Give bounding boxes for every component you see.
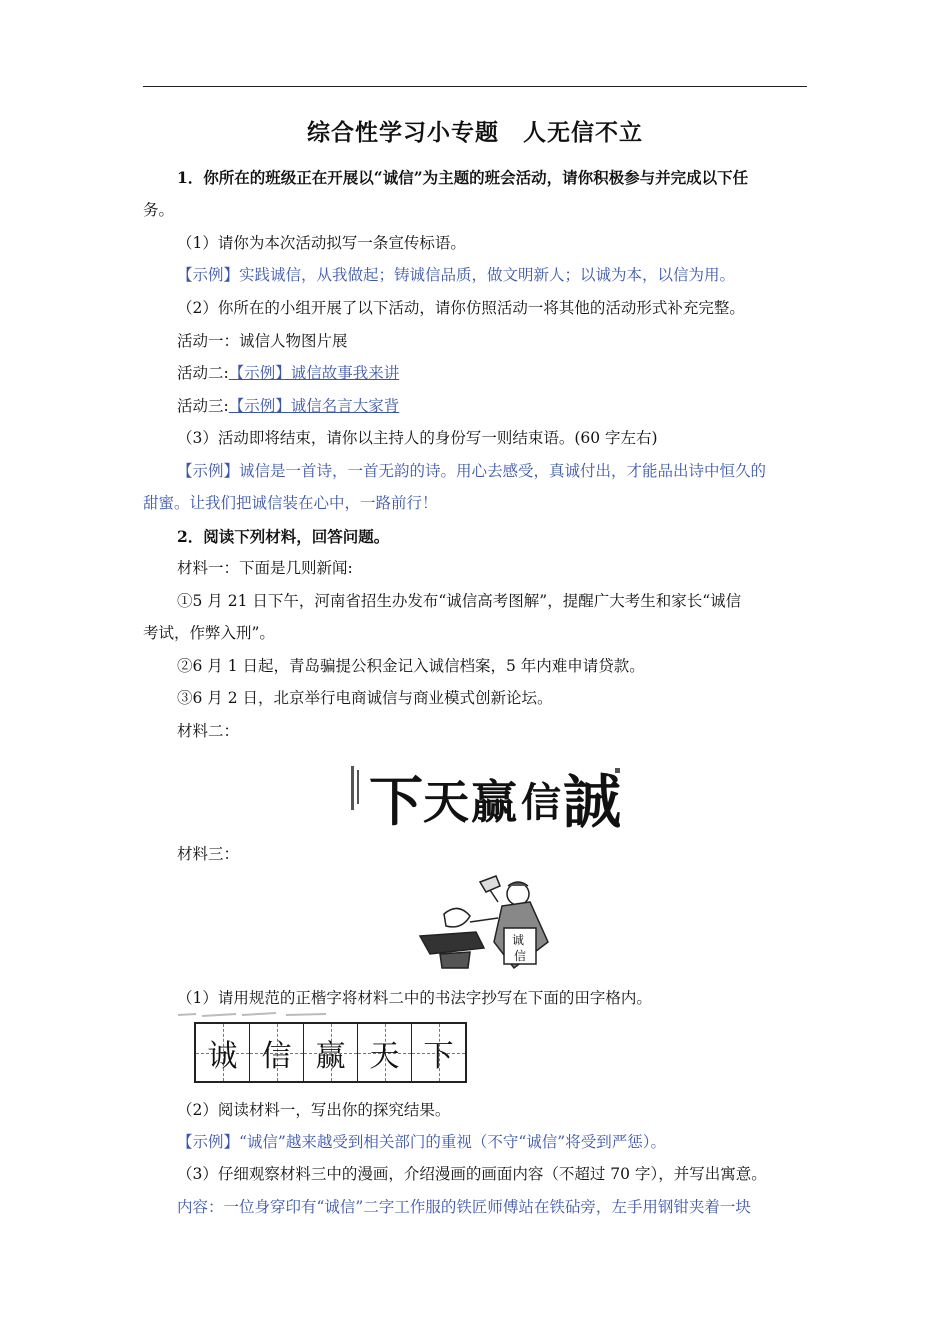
q1-answer3-line2: 甜蜜。让我们把诚信装在心中，一路前行！ [143, 494, 438, 512]
grid-cell [358, 1024, 412, 1081]
grid-char-1: 诚 [207, 1038, 238, 1074]
news-1-line1: ①5 月 21 日下午，河南省招生办发布“诚信高考图解”，提醒广大考生和家长“诚信 [177, 592, 742, 610]
q2-sub1: （1）请用规范的正楷字将材料二中的书法字抄写在下面的田字格内。 [177, 989, 652, 1007]
calligraphy-image [345, 758, 635, 830]
calligraphy-char-3: 赢 [471, 775, 517, 829]
q2-intro [177, 520, 807, 554]
grid-cell [250, 1024, 304, 1081]
calligraphy-char-2: 天 [423, 775, 469, 829]
news-3: ③6 月 2 日，北京举行电商诚信与商业模式创新论坛。 [177, 689, 553, 707]
cartoon-label-xin: 信 [514, 949, 527, 963]
q1-part2: （2）你所在的小组开展了以下活动，请你仿照活动一将其他的活动形式补充完整。 [177, 299, 745, 317]
q1-intro-line2: 务。 [143, 201, 175, 219]
page-title: 综合性学习小专题 人无信不立 [307, 120, 643, 146]
q1-part1: （1）请你为本次活动拟写一条宣传标语。 [177, 234, 466, 252]
calligraphy-char-4: 信 [521, 779, 561, 826]
material-two-label: 材料二： [177, 722, 240, 740]
grid-char-4: 天 [369, 1038, 400, 1074]
q2-intro-text: 2．阅读下列材料，回答问题。 [177, 527, 390, 546]
grid-char-2: 信 [261, 1038, 292, 1074]
header-rule [143, 86, 807, 87]
q1-intro-line1 [177, 161, 807, 195]
q2-sub3: （3）仔细观察材料三中的漫画，介绍漫画的画面内容（不超过 70 字），并写出寓意。 [177, 1165, 767, 1183]
scan-artifact [176, 1010, 346, 1018]
activity-two-answer: 【示例】诚信故事我来讲 [228, 364, 400, 382]
tianzige-grid [194, 1022, 467, 1083]
q2-answer2: 【示例】“诚信”越来越受到相关部门的重视（不守“诚信”将受到严惩）。 [177, 1133, 666, 1151]
calligraphy-char-1: 下 [369, 769, 423, 830]
material-three-label: 材料三： [177, 845, 240, 863]
blacksmith-cartoon-image [410, 872, 560, 972]
q2-answer3: 内容：一位身穿印有“诚信”二字工作服的铁匠师傅站在铁砧旁，左手用钢钳夹着一块 [177, 1198, 751, 1216]
cartoon-drawing [420, 876, 548, 968]
activity-two-label: 活动二: [177, 364, 229, 382]
news-2: ②6 月 1 日起，青岛骗提公积金记入诚信档案，5 年内难申请贷款。 [177, 657, 645, 675]
news-1-line2: 考试，作弊入刑”。 [143, 624, 275, 642]
activity-three-label: 活动三: [177, 397, 229, 415]
grid-cell [304, 1024, 358, 1081]
activity-three [177, 390, 807, 423]
grid-char-5: 下 [423, 1038, 454, 1074]
activity-one: 活动一：诚信人物图片展 [177, 332, 348, 350]
q1-intro-text: 1．你所在的班级正在开展以“诚信”为主题的班会活动，请你积极参与并完成以下任 [177, 168, 749, 187]
q2-sub2: （2）阅读材料一，写出你的探究结果。 [177, 1101, 451, 1119]
material-one-label: 材料一：下面是几则新闻: [177, 559, 353, 577]
activity-three-answer: 【示例】诚信名言大家背 [228, 397, 400, 415]
q1-answer3-line1: 【示例】诚信是一首诗，一首无韵的诗。用心去感受，真诚付出，才能品出诗中恒久的 [177, 462, 767, 480]
activity-two [177, 357, 807, 390]
grid-cell [196, 1024, 250, 1081]
calligraphy-char-5: 誠 [563, 768, 622, 830]
grid-cell [412, 1024, 465, 1081]
cartoon-label-cheng: 诚 [512, 933, 525, 947]
q1-part3: （3）活动即将结束，请你以主持人的身份写一则结束语。(60 字左右) [177, 429, 658, 447]
q1-answer1: 【示例】实践诚信，从我做起；铸诚信品质，做文明新人；以诚为本，以信为用。 [177, 266, 736, 284]
grid-char-3: 赢 [315, 1038, 346, 1074]
